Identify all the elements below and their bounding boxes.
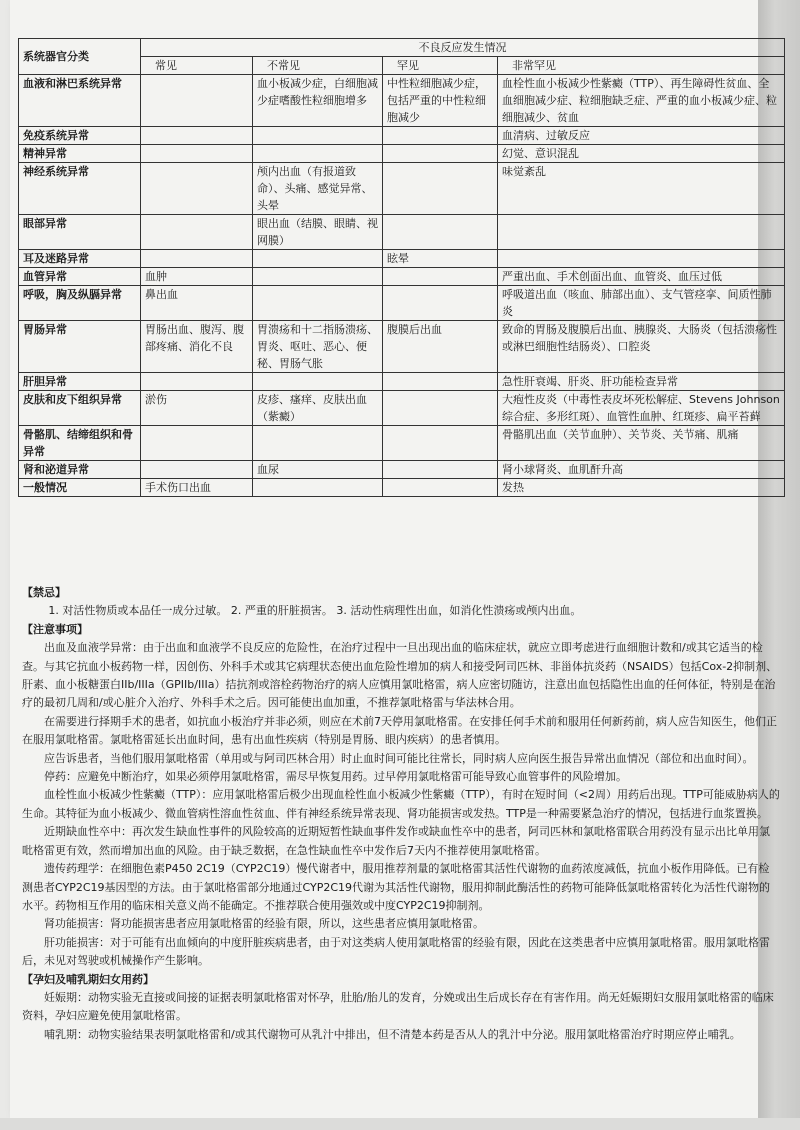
system-organ-class-cell: 血管异常 (19, 268, 141, 286)
reaction-cell (383, 479, 498, 497)
table-row (19, 127, 785, 145)
paragraph: 血栓性血小板减少性紫癜（TTP）：应用氯吡格雷后极少出现血栓性血小板减少性紫癜（TTP），有时在短时间（<2周）用药后出现。TTP可能威胁病人的生命。其特征为血小板减少、微血管病性溶血性贫血、伴有神经系统异常表现、肾功能损害或发热。TTP是一种需要紧急治疗的情况，包括进行血浆置换。 (22, 788, 780, 820)
document-text (22, 584, 780, 1044)
reaction-cell (383, 391, 498, 426)
reaction-cell (383, 268, 498, 286)
column-header-uncommon: 不常见 (253, 57, 383, 75)
paragraph: 妊娠期：动物实验无直接或间接的证据表明氯吡格雷对怀孕，肚胎/胎儿的发育，分娩或出生后成长存在有害作用。尚无妊娠期妇女服用氯吡格雷的临床资料，孕妇应避免使用氯吡格雷。 (22, 990, 774, 1023)
table-row (19, 163, 785, 215)
contraindications-list: 1. 对活性物质或本品任一成分过敏。 2. 严重的肝脏损害。 3. 活动性病理性出血，如消化性溃疡或颅内出血。 (48, 604, 582, 618)
paragraph: 停药：应避免中断治疗，如果必须停用氯吡格雷，需尽早恢复用药。过早停用氯吡格雷可能导致心血管事件的风险增加。 (44, 770, 627, 784)
reaction-cell: 颅内出血（有报道致命）、头痛、感觉异常、头晕 (253, 163, 383, 215)
reaction-cell: 味觉紊乱 (498, 163, 785, 215)
pregnancy-heading: 【孕妇及哺乳期妇女用药】 (22, 972, 154, 986)
paragraph: 近期缺血性卒中：再次发生缺血性事件的风险较高的近期短暂性缺血事件发作或缺血性卒中的患者，阿司匹林和氯吡格雷联合用药没有显示出比单用氯吡格雷更有效，然而增加出血的风险。由于缺乏数据，在急性缺血性卒中发作后7天内不推荐使用氯吡格雷。 (22, 825, 770, 857)
reaction-cell: 鼻出血 (141, 286, 253, 321)
reaction-cell (253, 479, 383, 497)
reaction-cell: 血肿 (141, 268, 253, 286)
reaction-cell (253, 145, 383, 163)
reaction-cell: 眩晕 (383, 250, 498, 268)
paragraph: 肝功能损害：对于可能有出血倾向的中度肝脏疾病患者，由于对这类病人使用氯吡格雷的经验有限，因此在这类患者中应慎用氯吡格雷。服用氯吡格雷后，未见对驾驶或机械操作产生影响。 (22, 935, 770, 968)
reaction-cell: 血清病、过敏反应 (498, 127, 785, 145)
reaction-cell (383, 163, 498, 215)
system-organ-class-cell: 胃肠异常 (19, 321, 141, 373)
paragraph: 出血及血液学异常：由于出血和血液学不良反应的危险性，在治疗过程中一旦出现出血的临床症状，就应立即考虑进行血细胞计数和/或其它适当的检查。与其它抗血小板药物一样，因创伤、外科手术或其它病理状态使出血危险性增加的病人和接受阿司匹林、非甾体抗炎药（NSAIDS）包括Cox-2抑制剂、肝素、血小板糖蛋白IIb/IIIa（GPIIb/IIIa）拮抗剂或溶栓药物治疗的病人应慎用氯吡格雷，病人应密切随访，注意出血包括隐性出血的任何体征，特别是在治疗的最初几周和/或心脏介入治疗、外科手术之后。因可能使出血加重，不推荐氯吡格雷与华法林合用。 (22, 641, 778, 710)
reaction-cell: 中性粒细胞减少症，包括严重的中性粒细胞减少 (383, 75, 498, 127)
system-organ-class-cell: 耳及迷路异常 (19, 250, 141, 268)
reaction-cell: 腹膜后出血 (383, 321, 498, 373)
system-organ-class-cell: 呼吸，胸及纵膈异常 (19, 286, 141, 321)
column-header-frequency: 不良反应发生情况 (141, 39, 785, 57)
reaction-cell (383, 127, 498, 145)
reaction-cell (383, 426, 498, 461)
column-header-system: 系统器官分类 (19, 39, 141, 75)
table-row (19, 461, 785, 479)
column-header-very-rare: 非常罕见 (498, 57, 785, 75)
column-header-common: 常见 (141, 57, 253, 75)
paragraph: 哺乳期：动物实验结果表明氯吡格雷和/或其代谢物可从乳汁中排出，但不清楚本药是否从人的乳汁中分泌。服用氯吡格雷治疗时期应停止哺乳。 (44, 1027, 741, 1041)
table-row (19, 479, 785, 497)
reaction-cell: 血栓性血小板减少性紫癜（TTP）、再生障碍性贫血、全血细胞减少症、粒细胞缺乏症、严重的血小板减少症、粒细胞减少、贫血 (498, 75, 785, 127)
reaction-cell (383, 286, 498, 321)
reaction-cell (141, 163, 253, 215)
reaction-cell: 呼吸道出血（咳血、肺部出血）、支气管痉挛、间质性肺炎 (498, 286, 785, 321)
table-row (19, 391, 785, 426)
paragraph: 肾功能损害：肾功能损害患者应用氯吡格雷的经验有限，所以，这些患者应慎用氯吡格雷。 (44, 917, 484, 931)
table-row (19, 426, 785, 461)
reaction-cell: 血小板减少症，白细胞减少症嗜酸性粒细胞增多 (253, 75, 383, 127)
table-row (19, 145, 785, 163)
paragraph: 遗传药理学：在细胞色素P450 2C19（CYP2C19）慢代谢者中，服用推荐剂量的氯吡格雷其活性代谢物的血药浓度减低，抗血小板作用降低。已有检测患者CYP2C19基因型的方法。由于氯吡格雷部分地通过CYP2C19代谢为其活性代谢物，服用抑制此酶活性的药物可能降低氯吡格雷转化为活性代谢物的水平。药物相互作用的临床相关意义尚不能确定。不推荐联合使用强效或中度CYP2C19抑制剂。 (22, 862, 771, 912)
table-row (19, 250, 785, 268)
system-organ-class-cell: 精神异常 (19, 145, 141, 163)
reaction-cell (141, 373, 253, 391)
adverse-reactions-table (18, 38, 785, 497)
paragraph: 在需要进行择期手术的患者，如抗血小板治疗并非必须，则应在术前7天停用氯吡格雷。在安排任何手术前和服用任何新药前，病人应告知医生，他们正在服用氯吡格雷。氯吡格雷延长出血时间，患有出血性疾病（特别是胃肠、眼内疾病）的患者慎用。 (22, 714, 777, 747)
table-row (19, 215, 785, 250)
reaction-cell: 血尿 (253, 461, 383, 479)
table-row (19, 75, 785, 127)
reaction-cell (141, 215, 253, 250)
reaction-cell (253, 373, 383, 391)
system-organ-class-cell: 皮肤和皮下组织异常 (19, 391, 141, 426)
system-organ-class-cell: 肾和泌道异常 (19, 461, 141, 479)
reaction-cell (141, 127, 253, 145)
reaction-cell (141, 426, 253, 461)
table-row (19, 321, 785, 373)
reaction-cell: 皮疹、瘙痒、皮肤出血（紫癜） (253, 391, 383, 426)
reaction-cell (141, 145, 253, 163)
reaction-cell: 严重出血、手术创面出血、血管炎、血压过低 (498, 268, 785, 286)
reaction-cell: 手术伤口出血 (141, 479, 253, 497)
contraindications-heading: 【禁忌】 (22, 586, 66, 599)
system-organ-class-cell: 免疫系统异常 (19, 127, 141, 145)
page-edge-bottom (0, 1118, 800, 1130)
reaction-cell (383, 373, 498, 391)
reaction-cell (253, 250, 383, 268)
column-header-rare: 罕见 (383, 57, 498, 75)
reaction-cell: 致命的胃肠及腹膜后出血、胰腺炎、大肠炎（包括溃疡性或淋巴细胞性结肠炎）、口腔炎 (498, 321, 785, 373)
reaction-cell (141, 461, 253, 479)
reaction-cell: 胃肠出血、腹泻、腹部疼痛、消化不良 (141, 321, 253, 373)
reaction-cell: 淤伤 (141, 391, 253, 426)
system-organ-class-cell: 神经系统异常 (19, 163, 141, 215)
reaction-cell (498, 250, 785, 268)
reaction-cell (253, 426, 383, 461)
reaction-cell (383, 461, 498, 479)
table-row (19, 373, 785, 391)
paragraph: 应告诉患者，当他们服用氯吡格雷（单用或与阿司匹林合用）时止血时间可能比往常长，同时病人应向医生报告异常出血情况（部位和出血时间）。 (44, 751, 754, 765)
reaction-cell: 骨骼肌出血（关节血肿）、关节炎、关节痛、肌痛 (498, 426, 785, 461)
reaction-cell: 肾小球肾炎、血肌酐升高 (498, 461, 785, 479)
reaction-cell (141, 250, 253, 268)
reaction-cell: 幻觉、意识混乱 (498, 145, 785, 163)
reaction-cell: 急性肝衰竭、肝炎、肝功能检查异常 (498, 373, 785, 391)
reaction-cell: 发热 (498, 479, 785, 497)
system-organ-class-cell: 一般情况 (19, 479, 141, 497)
table-row (19, 286, 785, 321)
reaction-cell (253, 286, 383, 321)
system-organ-class-cell: 眼部异常 (19, 215, 141, 250)
reaction-cell (383, 215, 498, 250)
reaction-cell: 眼出血（结膜、眼睛、视网膜） (253, 215, 383, 250)
reaction-cell (253, 127, 383, 145)
system-organ-class-cell: 血液和淋巴系统异常 (19, 75, 141, 127)
precautions-heading: 【注意事项】 (22, 622, 88, 636)
reaction-cell (141, 75, 253, 127)
system-organ-class-cell: 骨骼肌、结缔组织和骨异常 (19, 426, 141, 461)
reaction-cell: 胃溃疡和十二指肠溃疡、胃炎、呕吐、恶心、便秘、胃肠气胀 (253, 321, 383, 373)
reaction-cell: 大疱性皮炎（中毒性表皮坏死松解症、Stevens Johnson综合症、多形红斑）、血管性血肿、红斑疹、扁平苔藓 (498, 391, 785, 426)
reaction-cell (253, 268, 383, 286)
reaction-cell (498, 215, 785, 250)
system-organ-class-cell: 肝胆异常 (19, 373, 141, 391)
table-row (19, 268, 785, 286)
reaction-cell (383, 145, 498, 163)
